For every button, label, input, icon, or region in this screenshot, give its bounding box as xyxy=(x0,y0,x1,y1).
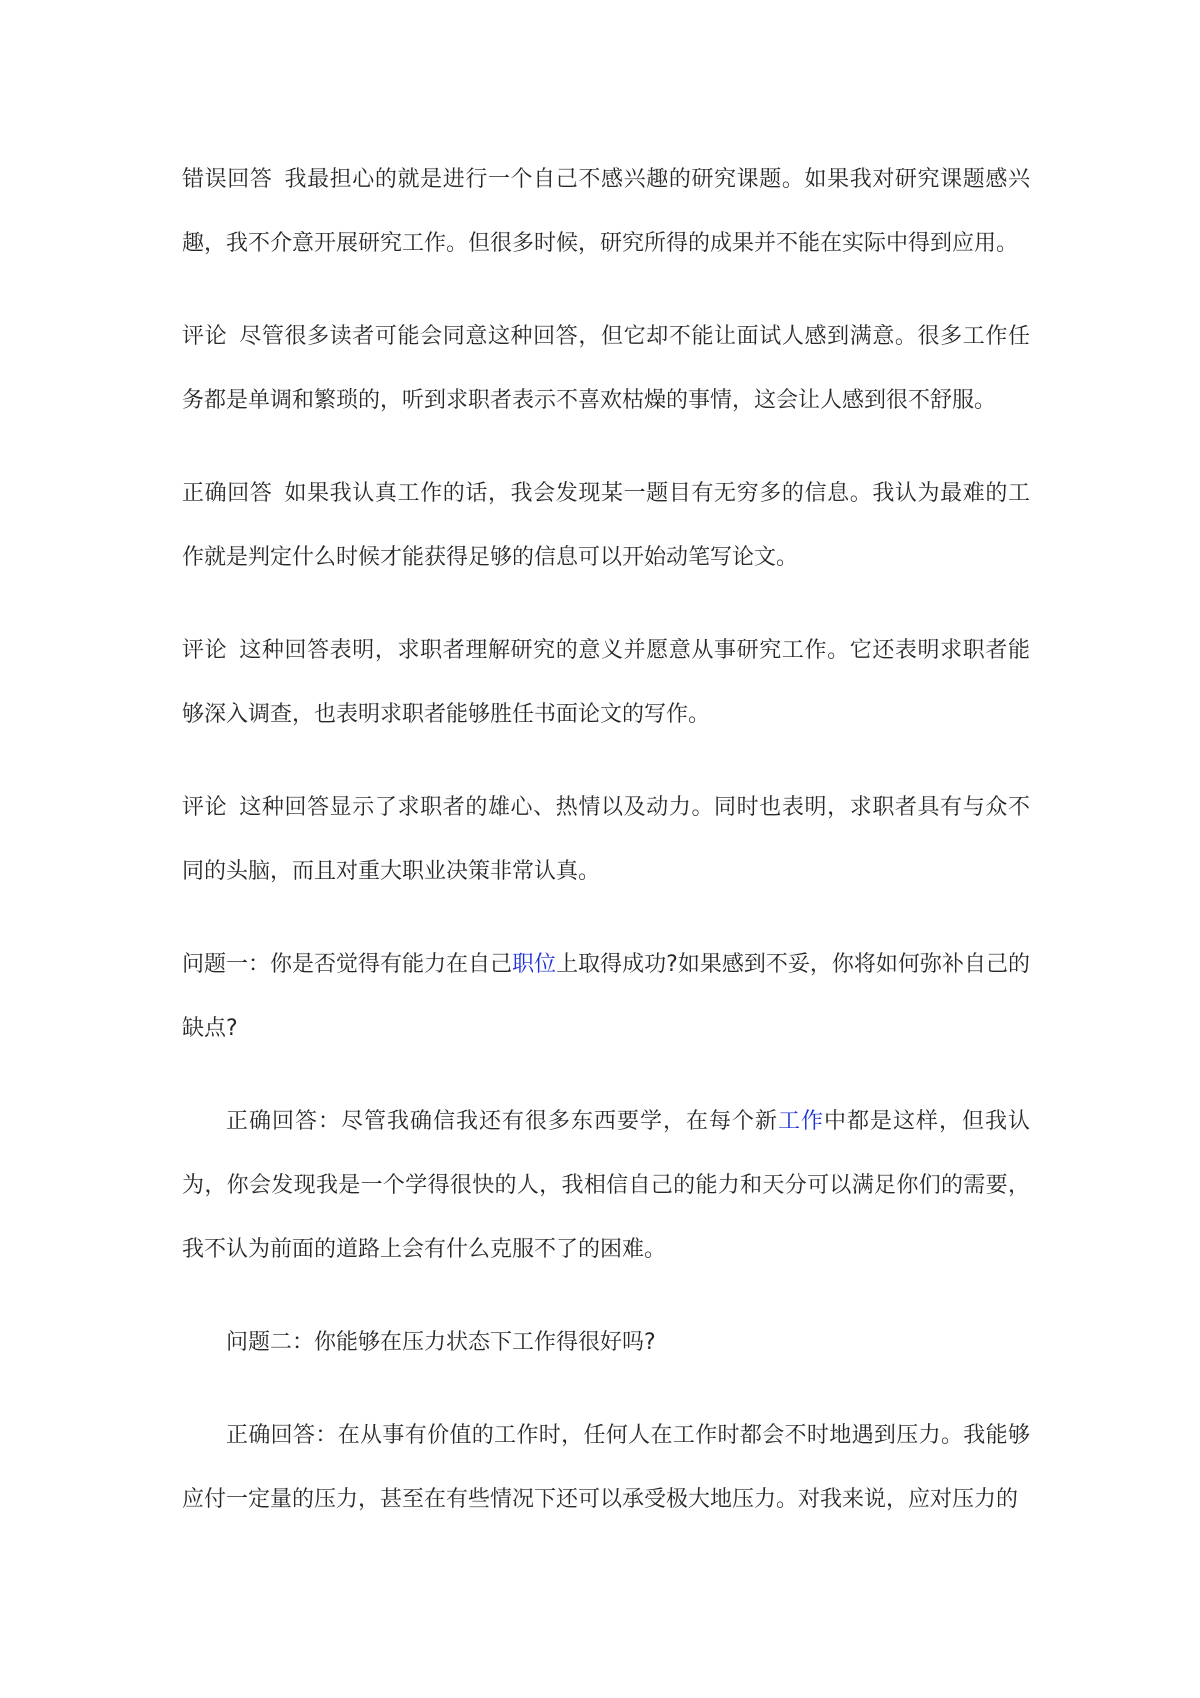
paragraph-comment xyxy=(182,776,1030,904)
paragraph-text: 尽管很多读者可能会同意这种回答，但它却不能让面试人感到满意。很多工作任务都是单调和繁琐的，听到求职者表示不喜欢枯燥的事情，这会让人感到很不舒服。 xyxy=(182,324,1030,413)
position-link[interactable]: 职位 xyxy=(512,952,557,977)
question-two: 问题二：你能够在压力状态下工作得很好吗? xyxy=(226,1330,656,1355)
paragraph-text: 如果我认真工作的话，我会发现某一题目有无穷多的信息。我认为最难的工作就是判定什么时候才能获得足够的信息可以开始动笔写论文。 xyxy=(182,481,1030,570)
paragraph-label: 正确回答 xyxy=(182,481,273,506)
paragraph-label: 评论 xyxy=(182,795,228,820)
paragraph-comment xyxy=(182,305,1030,433)
answer-one-text-end: 中都是这样，但我认为，你会发现我是一个学得很快的人，我相信自己的能力和天分可以满足你们的需要，我不认为前面的道路上会有什么克服不了的困难。 xyxy=(182,1109,1030,1262)
paragraph-text: 这种回答表明，求职者理解研究的意义并愿意从事研究工作。它还表明求职者能够深入调查，也表明求职者能够胜任书面论文的写作。 xyxy=(182,638,1030,727)
paragraph-text: 这种回答显示了求职者的雄心、热情以及动力。同时也表明，求职者具有与众不同的头脑，而且对重大职业决策非常认真。 xyxy=(182,795,1030,884)
paragraph-label: 评论 xyxy=(182,324,228,349)
paragraph-correct-answer xyxy=(182,462,1030,590)
answer-one xyxy=(182,1090,1030,1282)
question-one-text-start: 问题一：你是否觉得有能力在自己 xyxy=(182,952,513,977)
paragraph-text: 我最担心的就是进行一个自己不感兴趣的研究课题。如果我对研究课题感兴趣，我不介意开展研究工作。但很多时候，研究所得的成果并不能在实际中得到应用。 xyxy=(182,167,1030,256)
paragraph-label: 评论 xyxy=(182,638,228,663)
question-one-text-end: 上取得成功?如果感到不妥，你将如何弥补自己的缺点? xyxy=(182,952,1030,1041)
paragraph-label: 错误回答 xyxy=(182,167,273,192)
paragraph-comment xyxy=(182,619,1030,747)
question-one xyxy=(182,933,1030,1061)
paragraph-wrong-answer xyxy=(182,148,1030,276)
document-body xyxy=(182,148,1030,1561)
answer-two: 正确回答：在从事有价值的工作时，任何人在工作时都会不时地遇到压力。我能够应付一定量的压力，甚至在有些情况下还可以承受极大地压力。对我来说，应对压力的 xyxy=(182,1423,1030,1512)
answer-one-text-start: 正确回答：尽管我确信我还有很多东西要学，在每个新 xyxy=(226,1109,778,1134)
job-link[interactable]: 工作 xyxy=(777,1109,824,1134)
